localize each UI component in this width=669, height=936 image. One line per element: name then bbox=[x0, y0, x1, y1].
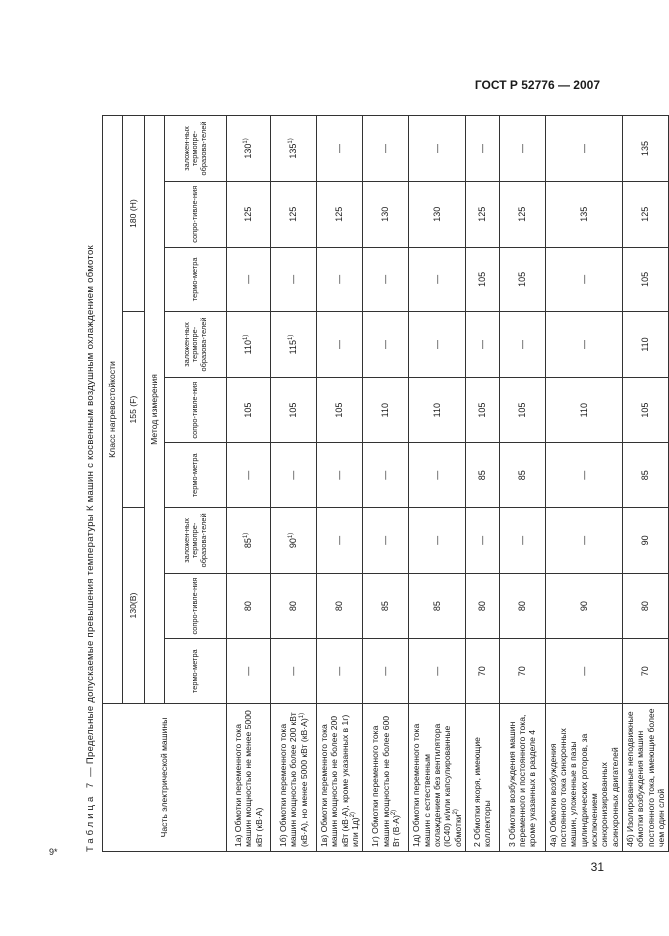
value-cell bbox=[227, 508, 271, 574]
value-cell bbox=[499, 508, 545, 574]
value-cell bbox=[623, 639, 669, 704]
value-text: — bbox=[516, 339, 527, 349]
value-text: 85 bbox=[243, 538, 254, 549]
value-text: — bbox=[578, 339, 589, 349]
table-row bbox=[623, 116, 669, 852]
value-text: 90 bbox=[640, 535, 651, 546]
value-cell bbox=[545, 116, 622, 182]
table-row bbox=[363, 116, 409, 852]
value-cell bbox=[409, 508, 466, 574]
value-cell bbox=[271, 181, 317, 247]
value-text: — bbox=[431, 535, 442, 545]
value-text: — bbox=[516, 535, 527, 545]
margin-mark: 9* bbox=[49, 847, 58, 857]
value-text: — bbox=[380, 339, 391, 349]
value-text: 80 bbox=[288, 601, 299, 612]
document-header: ГОСТ Р 52776 — 2007 bbox=[474, 78, 600, 92]
value-text: — bbox=[243, 470, 254, 480]
row-description bbox=[227, 704, 271, 852]
value-cell bbox=[227, 443, 271, 508]
value-text: — bbox=[334, 274, 345, 284]
table-row bbox=[227, 116, 271, 852]
footnote-ref: 1) bbox=[288, 532, 295, 539]
table-row bbox=[465, 116, 499, 852]
value-cell bbox=[545, 573, 622, 639]
value-cell bbox=[409, 312, 466, 378]
value-cell bbox=[409, 377, 466, 443]
row-description bbox=[623, 704, 669, 852]
value-cell bbox=[409, 443, 466, 508]
value-cell bbox=[465, 443, 499, 508]
value-text: 125 bbox=[243, 206, 254, 222]
value-cell bbox=[499, 377, 545, 443]
value-text: — bbox=[578, 470, 589, 480]
value-text: 80 bbox=[243, 601, 254, 612]
value-cell bbox=[409, 573, 466, 639]
value-text: — bbox=[476, 143, 487, 153]
value-text: 105 bbox=[243, 402, 254, 418]
row-description-text: 4а) Обмотки возбуждения постоянного тока синхронных машин, уложенные в пазы цилиндрических роторов, за исключением синхронизированных асинхронных двигателей bbox=[547, 728, 620, 847]
value-text: 105 bbox=[516, 402, 527, 418]
value-cell bbox=[409, 181, 466, 247]
value-text: 125 bbox=[476, 206, 487, 222]
value-cell bbox=[317, 116, 363, 182]
page-number: 31 bbox=[590, 860, 604, 874]
row-description-text: 1б) Обмотки переменного тока машин мощностью более 200 кВт (кВ·А), но менее 5000 кВт (кВ·А) bbox=[278, 712, 309, 847]
value-cell bbox=[227, 377, 271, 443]
header-class-h: 180 (H) bbox=[123, 116, 145, 312]
footnote-ref: 1) bbox=[243, 138, 250, 144]
value-text: — bbox=[380, 274, 391, 284]
value-text: — bbox=[431, 666, 442, 676]
sub-resistance: сопро-тивле-ния bbox=[165, 377, 227, 443]
value-cell bbox=[227, 247, 271, 312]
value-cell bbox=[623, 573, 669, 639]
row-description bbox=[409, 704, 466, 852]
value-cell bbox=[545, 508, 622, 574]
value-cell bbox=[499, 443, 545, 508]
value-cell bbox=[363, 116, 409, 182]
table-body bbox=[227, 116, 669, 852]
value-cell bbox=[499, 181, 545, 247]
value-text: 110 bbox=[380, 402, 391, 418]
table-row bbox=[317, 116, 363, 852]
sub-thermometer: термо-метра bbox=[165, 443, 227, 508]
value-text: 105 bbox=[640, 402, 651, 418]
sub-embedded: заложен-ных термопре-образова-телей bbox=[165, 508, 227, 574]
value-cell bbox=[623, 312, 669, 378]
value-text: 135 bbox=[288, 143, 299, 159]
value-cell bbox=[317, 443, 363, 508]
value-cell bbox=[499, 312, 545, 378]
value-text: 85 bbox=[431, 601, 442, 612]
value-cell bbox=[227, 573, 271, 639]
value-cell bbox=[623, 443, 669, 508]
value-text: — bbox=[431, 143, 442, 153]
sub-embedded: заложен-ных термопре-образова-телей bbox=[165, 312, 227, 378]
value-cell bbox=[623, 247, 669, 312]
value-cell bbox=[465, 377, 499, 443]
footnote-ref: 1) bbox=[288, 334, 295, 340]
value-cell bbox=[363, 443, 409, 508]
value-cell bbox=[363, 508, 409, 574]
header-class-b: 130(B) bbox=[123, 508, 145, 704]
value-text: 80 bbox=[476, 601, 487, 612]
value-cell bbox=[271, 573, 317, 639]
row-description-text: 1в) Обмотки переменного тока машин мощностью не более 200 кВт (кВ·А), кроме указанных в 1г) или 1д) bbox=[319, 714, 360, 847]
table-row bbox=[545, 116, 622, 852]
value-cell bbox=[317, 573, 363, 639]
value-text: 70 bbox=[640, 666, 651, 677]
value-cell bbox=[271, 247, 317, 312]
value-text: 105 bbox=[640, 271, 651, 287]
value-text: 130 bbox=[243, 143, 254, 159]
row-description-text: 1а) Обмотки переменного тока машин мощностью не менее 5000 кВт (кВ·А) bbox=[233, 710, 264, 847]
value-text: — bbox=[334, 470, 345, 480]
value-cell bbox=[499, 639, 545, 704]
value-text: 80 bbox=[516, 601, 527, 612]
value-text: — bbox=[288, 470, 299, 480]
value-cell bbox=[227, 181, 271, 247]
value-text: 85 bbox=[516, 470, 527, 481]
footnote-ref: 1) bbox=[243, 334, 250, 340]
footnote-ref: 1) bbox=[298, 712, 305, 719]
row-description-text: 2 Обмотки якоря, имеющие коллекторы bbox=[472, 737, 493, 847]
row-description bbox=[317, 704, 363, 852]
value-text: 110 bbox=[243, 339, 254, 355]
sub-resistance: сопро-тивле-ния bbox=[165, 573, 227, 639]
value-cell bbox=[499, 573, 545, 639]
value-text: 105 bbox=[516, 271, 527, 287]
value-cell bbox=[465, 116, 499, 182]
value-text: 135 bbox=[640, 140, 651, 156]
footnote-ref: 2) bbox=[350, 811, 357, 818]
row-description bbox=[271, 704, 317, 852]
value-text: 105 bbox=[334, 402, 345, 418]
value-cell bbox=[271, 639, 317, 704]
value-text: 125 bbox=[640, 206, 651, 222]
value-cell bbox=[465, 573, 499, 639]
value-text: — bbox=[380, 143, 391, 153]
value-text: — bbox=[380, 666, 391, 676]
value-cell bbox=[545, 312, 622, 378]
value-cell bbox=[545, 181, 622, 247]
value-text: — bbox=[578, 666, 589, 676]
value-text: 85 bbox=[640, 470, 651, 481]
footnote-ref: 1) bbox=[243, 532, 250, 539]
value-text: — bbox=[578, 535, 589, 545]
value-text: 125 bbox=[516, 206, 527, 222]
value-text: — bbox=[578, 274, 589, 284]
footnote-ref: 1) bbox=[288, 138, 295, 144]
value-text: — bbox=[334, 339, 345, 349]
row-description bbox=[545, 704, 622, 852]
row-description-text: 4б) Изолированные неподвижные обмотки возбуждения машин постоянного тока, имеющие более чем один слой bbox=[625, 708, 666, 847]
value-text: 80 bbox=[640, 601, 651, 612]
value-text: 130 bbox=[380, 206, 391, 222]
value-text: 105 bbox=[476, 271, 487, 287]
value-text: 70 bbox=[476, 666, 487, 677]
value-text: 80 bbox=[334, 601, 345, 612]
value-text: 125 bbox=[288, 206, 299, 222]
sub-resistance: сопро-тивле-ния bbox=[165, 181, 227, 247]
value-cell bbox=[499, 247, 545, 312]
value-text: 105 bbox=[288, 402, 299, 418]
row-description-text: 3 Обмотки возбуждения машин переменного и постоянного тока, кроме указанных в разделе 4 bbox=[506, 714, 538, 847]
value-text: — bbox=[288, 274, 299, 284]
value-text: — bbox=[334, 535, 345, 545]
value-cell bbox=[271, 312, 317, 378]
row-description-text: 1г) Обмотки переменного тока машин мощностью не более 600 Вт (В·А) bbox=[370, 715, 401, 847]
table-row bbox=[409, 116, 466, 852]
value-text: 110 bbox=[431, 402, 442, 418]
value-cell bbox=[465, 312, 499, 378]
value-text: — bbox=[380, 470, 391, 480]
footnote-ref: 2) bbox=[391, 809, 398, 816]
table-caption bbox=[80, 115, 102, 852]
value-cell bbox=[271, 443, 317, 508]
temperature-table bbox=[102, 115, 669, 852]
value-cell bbox=[545, 639, 622, 704]
value-text: 135 bbox=[578, 206, 589, 222]
value-text: — bbox=[243, 274, 254, 284]
value-cell bbox=[623, 116, 669, 182]
value-cell bbox=[227, 639, 271, 704]
value-cell bbox=[465, 639, 499, 704]
value-cell bbox=[545, 443, 622, 508]
value-text: — bbox=[288, 666, 299, 676]
value-cell bbox=[465, 181, 499, 247]
value-cell bbox=[317, 181, 363, 247]
value-text: — bbox=[334, 666, 345, 676]
value-cell bbox=[409, 247, 466, 312]
value-cell bbox=[409, 639, 466, 704]
sub-thermometer: термо-метра bbox=[165, 639, 227, 704]
table-caption-text: — Предельные допускаемые превышения температуры К машин с косвенным воздушным охлаждением обмоток bbox=[85, 244, 96, 780]
value-text: 110 bbox=[640, 337, 651, 352]
value-cell bbox=[317, 377, 363, 443]
value-cell bbox=[623, 181, 669, 247]
value-cell bbox=[363, 639, 409, 704]
row-description bbox=[363, 704, 409, 852]
row-description bbox=[465, 704, 499, 852]
value-cell bbox=[271, 508, 317, 574]
value-text: — bbox=[243, 666, 254, 676]
header-class: Класс нагревостойкости bbox=[103, 116, 123, 704]
value-cell bbox=[363, 312, 409, 378]
value-text: — bbox=[431, 274, 442, 284]
table-row bbox=[271, 116, 317, 852]
value-cell bbox=[499, 116, 545, 182]
value-text: — bbox=[476, 339, 487, 349]
value-text: — bbox=[476, 535, 487, 545]
table-caption-prefix: Таблица 7 bbox=[85, 779, 96, 852]
value-text: 70 bbox=[516, 666, 527, 677]
value-cell bbox=[465, 247, 499, 312]
value-text: 85 bbox=[476, 470, 487, 481]
value-cell bbox=[317, 508, 363, 574]
value-cell bbox=[363, 573, 409, 639]
value-text: — bbox=[334, 143, 345, 153]
table-row bbox=[499, 116, 545, 852]
value-text: 90 bbox=[288, 538, 299, 549]
value-text: 115 bbox=[288, 339, 299, 355]
header-part: Часть электрической машины bbox=[103, 704, 227, 852]
value-cell bbox=[271, 116, 317, 182]
sub-thermometer: термо-метра bbox=[165, 247, 227, 312]
value-text: 90 bbox=[578, 601, 589, 612]
value-cell bbox=[363, 377, 409, 443]
value-text: — bbox=[431, 339, 442, 349]
value-cell bbox=[227, 116, 271, 182]
rotated-table-block bbox=[80, 115, 666, 852]
sub-embedded: заложен-ных термопре-образова-телей bbox=[165, 116, 227, 182]
header-class-f: 155 (F) bbox=[123, 312, 145, 508]
value-cell bbox=[545, 247, 622, 312]
value-text: — bbox=[431, 470, 442, 480]
value-cell bbox=[623, 508, 669, 574]
value-text: 110 bbox=[578, 402, 589, 418]
value-text: 85 bbox=[380, 601, 391, 612]
header-method: Метод измерения bbox=[145, 116, 165, 704]
value-text: 130 bbox=[431, 206, 442, 222]
value-cell bbox=[545, 377, 622, 443]
value-cell bbox=[317, 312, 363, 378]
value-cell bbox=[623, 377, 669, 443]
value-cell bbox=[409, 116, 466, 182]
value-cell bbox=[227, 312, 271, 378]
value-cell bbox=[465, 508, 499, 574]
value-text: 105 bbox=[476, 402, 487, 418]
value-text: — bbox=[380, 535, 391, 545]
row-description-text: 1д) Обмотки переменного тока машин с естественным охлаждением без вентилятора (IC40) и/или капсулированные обмотки bbox=[411, 723, 463, 847]
value-text: — bbox=[516, 143, 527, 153]
value-text: — bbox=[578, 143, 589, 153]
value-text: 125 bbox=[334, 206, 345, 222]
value-cell bbox=[363, 247, 409, 312]
footnote-ref: 2) bbox=[452, 809, 459, 815]
value-cell bbox=[317, 639, 363, 704]
value-cell bbox=[363, 181, 409, 247]
value-cell bbox=[317, 247, 363, 312]
value-cell bbox=[271, 377, 317, 443]
row-description bbox=[499, 704, 545, 852]
